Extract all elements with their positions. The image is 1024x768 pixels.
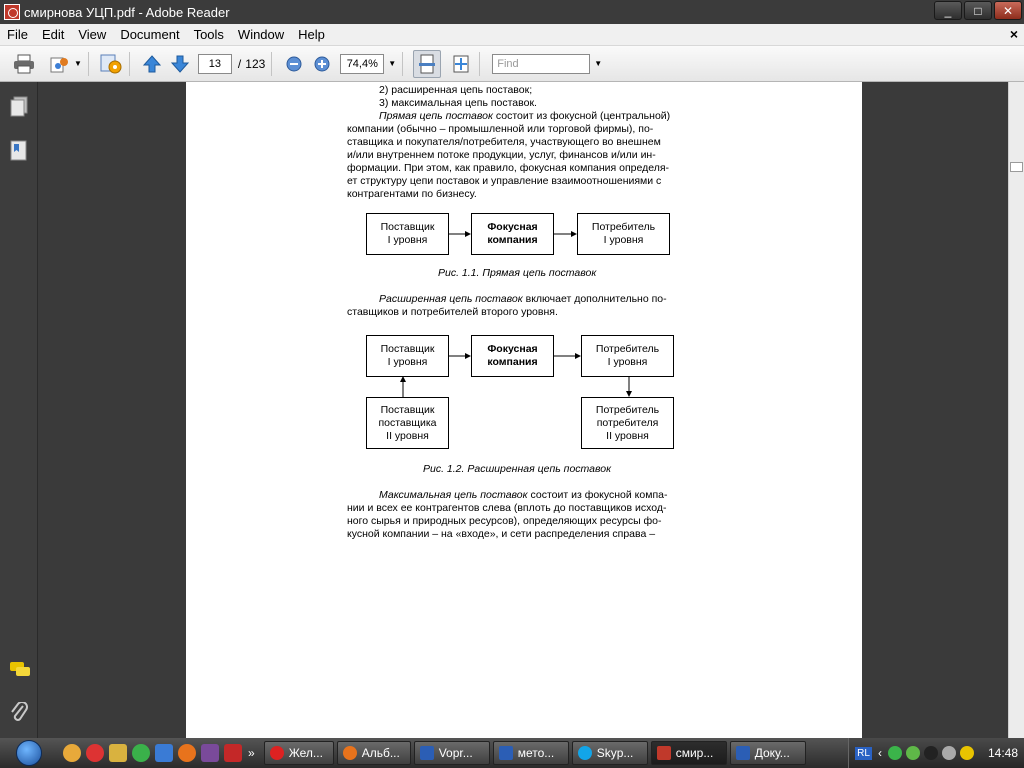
bookmarks-icon <box>9 140 29 162</box>
box-line: I уровня <box>387 356 428 368</box>
icq-tray-icon[interactable] <box>888 746 902 760</box>
text-line: контрагентами по бизнесу. <box>347 188 477 200</box>
start-button[interactable] <box>0 738 58 768</box>
text-fragment: включает дополнительно по- <box>522 293 667 305</box>
word-icon <box>420 746 434 760</box>
task-label: Жел... <box>288 746 323 760</box>
opera-quicklaunch-icon[interactable] <box>86 744 104 762</box>
task-label: Доку... <box>754 746 790 760</box>
skype-icon <box>578 746 592 760</box>
zoom-out-icon <box>285 55 303 73</box>
text-line: компании (обычно – промышленной или торговой фирмы), по- <box>347 123 654 135</box>
box-line: Фокусная <box>487 221 538 233</box>
pdf-page <box>186 82 862 738</box>
maximize-button[interactable]: □ <box>964 1 992 20</box>
box-line: Поставщик <box>380 221 435 233</box>
pages-icon <box>9 96 29 118</box>
text-line: нии и всех ее контрагентов слева (вплоть до поставщиков исход- <box>347 502 667 514</box>
task-label: Skyp... <box>596 746 634 760</box>
text-line: ного сырья и природных ресурсов), определяющих ресурсы фо- <box>347 515 662 527</box>
box-line: I уровня <box>603 234 644 246</box>
navigation-sidebar <box>0 82 38 738</box>
taskbar-item-skype[interactable] <box>572 741 648 765</box>
text-fragment: состоит из фокусной (центральной) <box>492 110 671 122</box>
firefox-icon <box>343 746 357 760</box>
vertical-scrollbar[interactable] <box>1008 82 1024 738</box>
taskbar-item-adobe-reader[interactable] <box>651 741 727 765</box>
italic-term: Максимальная цепь поставок <box>379 489 528 501</box>
task-label: мето... <box>517 746 555 760</box>
box-line: II уровня <box>386 429 429 442</box>
pages-panel-button[interactable] <box>9 96 29 118</box>
box-line: Потребитель <box>595 403 660 416</box>
adobe-reader-icon <box>4 4 20 20</box>
box-line: Поставщик <box>380 403 435 416</box>
bookmarks-panel-button[interactable] <box>9 140 29 162</box>
toolbar-separator <box>129 52 130 76</box>
fit-width-icon <box>418 54 436 74</box>
text-line: и/или внутреннем потоке продукции, услуг, финансов и/или ин- <box>347 149 656 161</box>
document-close-button[interactable]: × <box>1009 26 1018 42</box>
taskbar-item-word-meto[interactable] <box>493 741 569 765</box>
diagram-box-consumer <box>581 335 674 377</box>
box-line: компания <box>487 356 538 368</box>
arrow-up-icon <box>142 54 162 74</box>
windows-logo-icon <box>16 740 42 766</box>
page-number-input[interactable]: 13 <box>198 54 232 74</box>
task-label: Vopr... <box>438 746 473 760</box>
box-line: компания <box>487 234 538 246</box>
printer-icon <box>13 54 35 74</box>
find-dropdown-arrow[interactable]: ▼ <box>594 59 603 68</box>
collaborate-icon <box>49 54 71 74</box>
box-line: потребителя <box>596 416 659 429</box>
network-tray-icon[interactable] <box>924 746 938 760</box>
taskbar-item-firefox[interactable] <box>337 741 411 765</box>
organize-button[interactable] <box>99 52 123 76</box>
tray-expand-icon[interactable]: ‹ <box>877 746 882 760</box>
language-indicator[interactable]: RL <box>857 747 870 759</box>
diagram-box-focal-company <box>471 335 554 377</box>
fit-width-button[interactable] <box>413 50 441 78</box>
comments-panel-button[interactable] <box>9 660 29 682</box>
minimize-button[interactable]: _ <box>934 1 962 20</box>
attachments-panel-button[interactable] <box>9 702 29 724</box>
italic-term: Расширенная цепь поставок <box>379 293 523 305</box>
toolbar-separator <box>402 52 403 76</box>
share-button[interactable] <box>48 52 72 76</box>
word-icon <box>499 746 513 760</box>
text-line: 2) расширенная цепь поставок; <box>379 84 533 96</box>
toolbar-separator <box>271 52 272 76</box>
window-title: смирнова УЦП.pdf - Adobe Reader <box>24 4 230 20</box>
menu-file[interactable]: File <box>7 27 28 42</box>
task-label: Альб... <box>361 746 400 760</box>
share-dropdown-arrow[interactable]: ▼ <box>74 59 82 68</box>
taskbar-item-opera[interactable] <box>264 741 334 765</box>
text-line: кусной компании – на «входе», и сети распределения справа – <box>347 528 656 540</box>
word-icon <box>736 746 750 760</box>
taskbar-item-word-doc[interactable] <box>730 741 806 765</box>
text-line: 3) максимальная цепь поставок. <box>379 97 537 109</box>
toolbar-separator <box>88 52 89 76</box>
box-line: Фокусная <box>487 343 538 355</box>
italic-term: Прямая цепь поставок <box>379 110 493 122</box>
menu-document[interactable]: Document <box>120 27 180 42</box>
previous-page-button[interactable] <box>140 52 164 76</box>
system-tray <box>848 738 1024 768</box>
menu-bar <box>0 24 1024 46</box>
close-button[interactable]: ✕ <box>994 1 1022 20</box>
page-separator: / <box>237 56 242 71</box>
paragraph-first-line <box>379 293 667 306</box>
diagram-box-supplier-level2 <box>366 397 449 449</box>
box-line: Потребитель <box>595 343 660 355</box>
next-page-button[interactable] <box>168 52 192 76</box>
paperclip-icon <box>9 702 29 724</box>
page-total: 123 <box>245 56 266 71</box>
task-label: смир... <box>675 746 714 760</box>
diagram-box-consumer-level2 <box>581 397 674 449</box>
download-quicklaunch-icon[interactable] <box>224 744 242 762</box>
box-line: Потребитель <box>591 221 656 233</box>
text-fragment: состоит из фокусной компа- <box>527 489 668 501</box>
menu-window[interactable]: Window <box>237 27 285 42</box>
tool-quicklaunch-icon[interactable] <box>109 744 127 762</box>
rar-quicklaunch-icon[interactable] <box>201 744 219 762</box>
paragraph-first-line <box>379 489 667 502</box>
clock: 14:48 <box>987 746 1018 760</box>
comment-bubbles-icon <box>9 660 31 680</box>
menu-edit[interactable]: Edit <box>41 27 65 42</box>
toolbar-separator <box>479 52 480 76</box>
print-button[interactable] <box>12 52 36 76</box>
text-line: ставщика и покупателя/потребителя, участвующего во внешнем <box>347 136 661 148</box>
taskbar <box>0 738 1024 768</box>
zoom-level-input[interactable]: 74,4% <box>340 54 384 74</box>
menu-view[interactable]: View <box>78 27 107 42</box>
figure-caption: Рис. 1.1. Прямая цепь поставок <box>438 267 597 279</box>
gear-pages-icon <box>99 53 123 75</box>
fit-page-icon <box>451 54 471 74</box>
window-controls <box>934 1 1022 20</box>
firefox-quicklaunch-icon[interactable] <box>178 744 196 762</box>
box-line: I уровня <box>387 234 428 246</box>
box-line: поставщика <box>378 416 437 429</box>
box-line: Поставщик <box>380 343 435 355</box>
shield-tray-icon[interactable] <box>906 746 920 760</box>
box-line: II уровня <box>606 429 649 442</box>
title-bar <box>0 0 1024 24</box>
diagram-box-supplier <box>366 335 449 377</box>
toolbar <box>0 46 1024 82</box>
zoom-in-icon <box>313 55 331 73</box>
media-player-icon[interactable] <box>132 744 150 762</box>
figure-caption: Рис. 1.2. Расширенная цепь поставок <box>423 463 612 475</box>
adobe-reader-icon <box>657 746 671 760</box>
document-viewport[interactable] <box>38 82 1008 738</box>
scrollbar-thumb[interactable] <box>1010 162 1023 172</box>
menu-tools[interactable]: Tools <box>193 27 224 42</box>
opera-icon <box>270 746 284 760</box>
arrow-down-icon <box>170 54 190 74</box>
menu-help[interactable]: Help <box>298 27 325 42</box>
find-input[interactable]: Find <box>492 54 590 74</box>
box-line: I уровня <box>607 356 648 368</box>
diagram-arrows <box>186 82 862 482</box>
ie-quicklaunch-icon[interactable] <box>155 744 173 762</box>
zoom-in-button[interactable] <box>310 52 334 76</box>
mail-agent-icon[interactable] <box>63 744 81 762</box>
security-tray-icon[interactable] <box>960 746 974 760</box>
taskbar-item-word-vopr[interactable] <box>414 741 490 765</box>
volume-tray-icon[interactable] <box>942 746 956 760</box>
zoom-out-button[interactable] <box>282 52 306 76</box>
fit-page-button[interactable] <box>449 52 473 76</box>
text-line: ет структуру цепи поставок и управление взаимоотношениями с <box>347 175 662 187</box>
text-line: ставщиков и потребителей второго уровня. <box>347 306 558 318</box>
zoom-dropdown-arrow[interactable]: ▼ <box>388 59 397 68</box>
text-line: формации. При этом, как правило, фокусная компания определя- <box>347 162 670 174</box>
quicklaunch-overflow-icon[interactable]: » <box>248 746 255 760</box>
